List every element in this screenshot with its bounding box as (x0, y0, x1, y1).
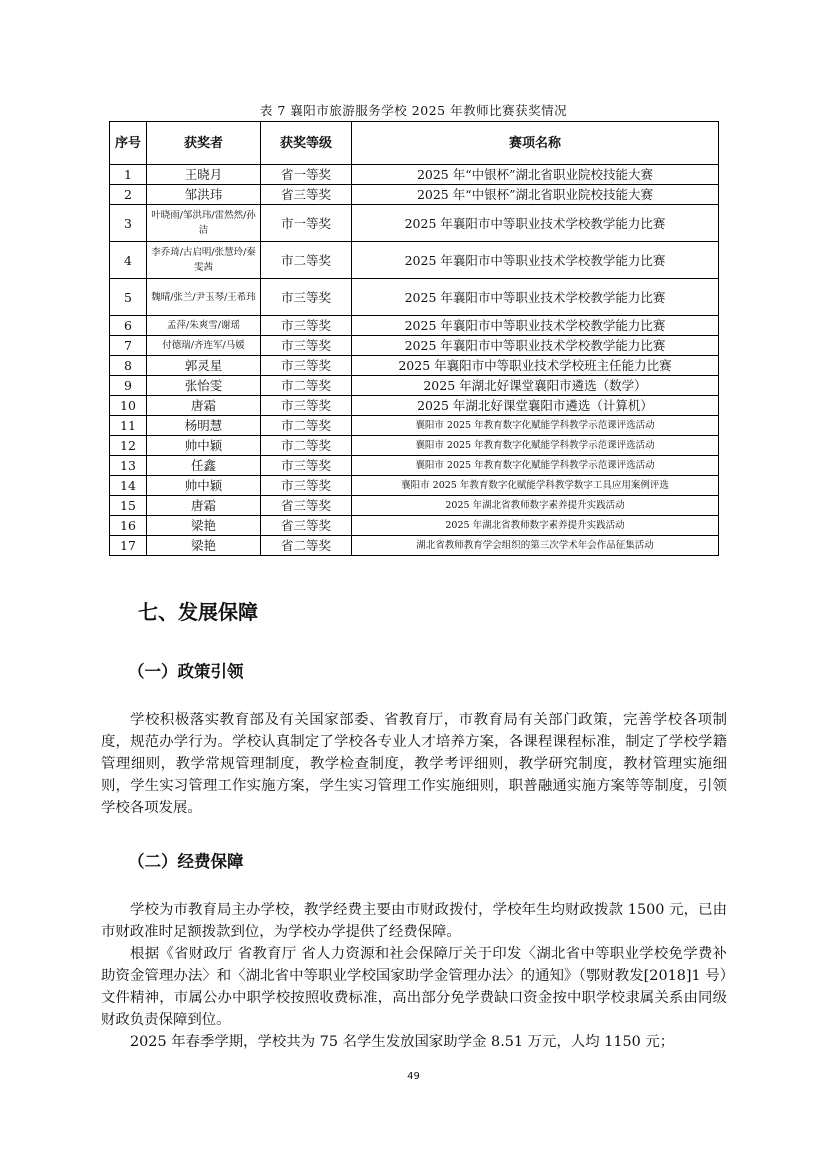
table-row (110, 205, 719, 242)
cell-level: 市三等奖 (261, 336, 352, 356)
cell-level: 市二等奖 (261, 436, 352, 456)
cell-level: 市二等奖 (261, 416, 352, 436)
cell-event: 襄阳市 2025 年教育数字化赋能学科教学示范课评选活动 (352, 416, 719, 436)
cell-event: 2025 年“中银杯”湖北省职业院校技能大赛 (352, 185, 719, 205)
cell-winner: 孟萍/朱爽雪/谢瑶 (147, 316, 261, 336)
table-row (110, 436, 719, 456)
cell-event: 2025 年襄阳市中等职业技术学校教学能力比赛 (352, 279, 719, 316)
cell-no: 1 (110, 165, 147, 185)
cell-winner: 帅中颖 (147, 436, 261, 456)
cell-no: 12 (110, 436, 147, 456)
cell-no: 2 (110, 185, 147, 205)
policy-paragraph: 学校积极落实教育部及有关国家部委、省教育厅，市教育局有关部门政策，完善学校各项制度，规范办学行为。学校认真制定了学校各专业人才培养方案，各课程课程标准，制定了学校学籍管理细则，教学常规管理制度，教学检查制度，教学考评细则，教学研究制度，教材管理实施细则，学生实习管理工作实施方案，学生实习管理工作实施细则，职普融通实施方案等等制度，引领学校各项发展。 (101, 712, 727, 816)
cell-level: 省二等奖 (261, 536, 352, 556)
header-winner: 获奖者 (147, 122, 261, 165)
cell-winner: 魏晴/张兰/尹玉琴/王希玮 (147, 279, 261, 316)
cell-no: 4 (110, 242, 147, 279)
cell-no: 13 (110, 456, 147, 476)
cell-event: 襄阳市 2025 年教育数字化赋能学科教学示范课评选活动 (352, 456, 719, 476)
table-row (110, 242, 719, 279)
cell-winner: 杨明慧 (147, 416, 261, 436)
cell-winner: 唐霜 (147, 496, 261, 516)
table-row (110, 165, 719, 185)
table-row (110, 185, 719, 205)
cell-winner: 郭灵星 (147, 356, 261, 376)
table-row (110, 456, 719, 476)
table-row (110, 396, 719, 416)
subsection-heading-policy: （一）政策引领 (128, 662, 244, 681)
cell-level: 市三等奖 (261, 356, 352, 376)
cell-no: 10 (110, 396, 147, 416)
cell-level: 市二等奖 (261, 376, 352, 396)
cell-winner: 王晓月 (147, 165, 261, 185)
cell-event: 2025 年襄阳市中等职业技术学校教学能力比赛 (352, 316, 719, 336)
cell-no: 16 (110, 516, 147, 536)
header-no: 序号 (110, 122, 147, 165)
cell-no: 9 (110, 376, 147, 396)
table-header-row (110, 122, 719, 165)
section-heading: 七、发展保障 (138, 600, 258, 624)
table-row (110, 476, 719, 496)
cell-level: 省一等奖 (261, 165, 352, 185)
page-number: 49 (407, 1071, 420, 1082)
cell-event: 2025 年湖北好课堂襄阳市遴选（计算机） (352, 396, 719, 416)
cell-event: 2025 年湖北好课堂襄阳市遴选（数学） (352, 376, 719, 396)
cell-level: 省三等奖 (261, 516, 352, 536)
funding-paragraph-2: 根据《省财政厅 省教育厅 省人力资源和社会保障厅关于印发〈湖北省中等职业学校免学费补助资金管理办法〉和〈湖北省中等职业学校国家助学金管理办法〉的通知》（鄂财教发[2018]1 号）文件精神，市属公办中职学校按照收费标准，高出部分免学费缺口资金按中职学校隶属关系由同级财政负责保障到位。 (101, 946, 727, 1028)
cell-winner: 梁艳 (147, 536, 261, 556)
table-row (110, 279, 719, 316)
table-row (110, 356, 719, 376)
table-row (110, 316, 719, 336)
cell-winner: 任鑫 (147, 456, 261, 476)
awards-table (109, 121, 719, 556)
cell-no: 15 (110, 496, 147, 516)
table-row (110, 416, 719, 436)
cell-event: 2025 年襄阳市中等职业技术学校教学能力比赛 (352, 336, 719, 356)
table-caption: 表 7 襄阳市旅游服务学校 2025 年教师比赛获奖情况 (259, 103, 568, 118)
table-row (110, 516, 719, 536)
table-row (110, 376, 719, 396)
cell-winner: 付德瑞/齐连军/马媛 (147, 336, 261, 356)
cell-winner: 李乔琦/古启明/张慧玲/秦雯茜 (147, 242, 261, 279)
cell-event: 2025 年襄阳市中等职业技术学校班主任能力比赛 (352, 356, 719, 376)
cell-no: 5 (110, 279, 147, 316)
cell-level: 市一等奖 (261, 205, 352, 242)
cell-event: 2025 年湖北省教师数字素养提升实践活动 (352, 516, 719, 536)
cell-event: 湖北省教师教育学会组织的第三次学术年会作品征集活动 (352, 536, 719, 556)
cell-no: 17 (110, 536, 147, 556)
cell-winner: 唐霜 (147, 396, 261, 416)
cell-winner: 梁艳 (147, 516, 261, 536)
table-row (110, 496, 719, 516)
cell-no: 7 (110, 336, 147, 356)
cell-winner: 张怡雯 (147, 376, 261, 396)
table-row (110, 536, 719, 556)
cell-event: 2025 年襄阳市中等职业技术学校教学能力比赛 (352, 205, 719, 242)
cell-no: 11 (110, 416, 147, 436)
header-event: 赛项名称 (352, 122, 719, 165)
cell-no: 3 (110, 205, 147, 242)
cell-event: 2025 年“中银杯”湖北省职业院校技能大赛 (352, 165, 719, 185)
subsection-heading-funding: （二）经费保障 (128, 852, 244, 871)
table-row (110, 336, 719, 356)
cell-level: 市三等奖 (261, 279, 352, 316)
cell-level: 省三等奖 (261, 496, 352, 516)
cell-event: 2025 年襄阳市中等职业技术学校教学能力比赛 (352, 242, 719, 279)
cell-level: 市三等奖 (261, 316, 352, 336)
cell-winner: 帅中颖 (147, 476, 261, 496)
cell-winner: 叶晓雨/邹洪玮/雷然然/孙洁 (147, 205, 261, 242)
cell-event: 襄阳市 2025 年教育数字化赋能学科教学示范课评选活动 (352, 436, 719, 456)
header-level: 获奖等级 (261, 122, 352, 165)
cell-level: 省三等奖 (261, 185, 352, 205)
cell-level: 市二等奖 (261, 242, 352, 279)
cell-no: 6 (110, 316, 147, 336)
cell-event: 2025 年湖北省教师数字素养提升实践活动 (352, 496, 719, 516)
cell-winner: 邹洪玮 (147, 185, 261, 205)
funding-paragraph-1: 学校为市教育局主办学校，教学经费主要由市财政拨付，学校年生均财政拨款 1500 元，已由市财政准时足额拨款到位，为学校办学提供了经费保障。 (101, 902, 727, 940)
funding-paragraph-3: 2025 年春季学期，学校共为 75 名学生发放国家助学金 8.51 万元，人均 1150 元； (130, 1034, 675, 1050)
cell-event: 襄阳市 2025 年教育数字化赋能学科教学数字工具应用案例评选 (352, 476, 719, 496)
cell-level: 市三等奖 (261, 456, 352, 476)
cell-no: 14 (110, 476, 147, 496)
cell-no: 8 (110, 356, 147, 376)
cell-level: 市三等奖 (261, 396, 352, 416)
cell-level: 市三等奖 (261, 476, 352, 496)
